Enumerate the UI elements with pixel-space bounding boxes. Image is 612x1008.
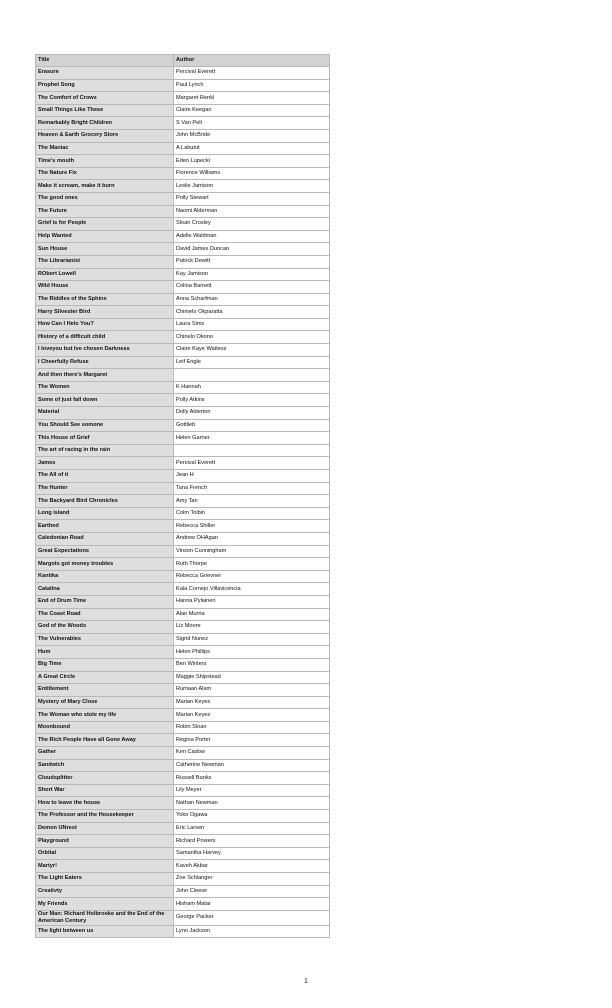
title-cell: The Future [36,205,174,218]
table-row [36,507,330,520]
table-row [36,595,330,608]
author-cell: Eden Lupecki [174,155,330,168]
author-cell: Hisham Matar [174,898,330,911]
author-cell: Leslie Jamison [174,180,330,193]
author-cell: George Packer [174,910,330,925]
title-cell: Entitlement [36,684,174,697]
title-cell: The Rich People Have all Gone Away [36,734,174,747]
table-row [36,117,330,130]
table-row [36,394,330,407]
table-row [36,255,330,268]
title-cell: Time's mouth [36,155,174,168]
author-cell: Anna Scharfman [174,293,330,306]
table-row [36,356,330,369]
title-cell: The Hunter [36,482,174,495]
author-cell: Colina Barnett [174,281,330,294]
author-cell: Alan Murria [174,608,330,621]
author-cell: K Hannah [174,381,330,394]
table-row [36,709,330,722]
title-cell: Cloudsplitter [36,772,174,785]
author-cell: Ken Cadow [174,747,330,760]
page-number: 1 [304,978,308,985]
table-row [36,532,330,545]
table-row [36,344,330,357]
author-cell: Claire Kaye Wattess [174,344,330,357]
title-cell: How to leave the house [36,797,174,810]
author-cell [174,369,330,382]
author-cell: Leif Engle [174,356,330,369]
table-row [36,671,330,684]
title-cell: The Coast Road [36,608,174,621]
table-row [36,621,330,634]
title-cell: My Friends [36,898,174,911]
author-cell: Percival Everett [174,67,330,80]
title-cell: Small Things Like These [36,104,174,117]
title-cell: Erasure [36,67,174,80]
author-cell: Hanna Pylainen [174,595,330,608]
table-row [36,797,330,810]
table-row [36,192,330,205]
table-row [36,633,330,646]
author-cell: Zoe Schlanger [174,873,330,886]
title-cell: End of Drum Time [36,595,174,608]
table-row [36,155,330,168]
title-cell: I loveyou but Ive chosen Darkness [36,344,174,357]
author-cell: Laura Sims [174,318,330,331]
author-cell: Naomi Alderman [174,205,330,218]
table-row [36,583,330,596]
title-cell: Martyr! [36,860,174,873]
table-row [36,847,330,860]
author-cell: Claire Keegan [174,104,330,117]
author-cell: Polly Stewart [174,192,330,205]
title-cell: The All of it [36,470,174,483]
author-cell [174,444,330,457]
author-cell: Yoko Ogawa [174,810,330,823]
title-cell: Make it scream, make it burn [36,180,174,193]
table-row [36,180,330,193]
title-cell: The Librarianist [36,255,174,268]
author-cell: Florence Williams [174,167,330,180]
author-cell: Kaveh Akbar [174,860,330,873]
title-cell: Prophet Song [36,79,174,92]
title-cell: Big Time [36,658,174,671]
table-row [36,570,330,583]
title-cell: You Should See somone [36,419,174,432]
title-cell: The Light Eaters [36,873,174,886]
title-cell: The light between us [36,925,174,938]
author-cell: Patrick Dewitt [174,255,330,268]
author-cell: Sloan Crosley [174,218,330,231]
title-cell: The good ones [36,192,174,205]
title-cell: Wild House [36,281,174,294]
table-row [36,898,330,911]
author-cell: Gottlieb [174,419,330,432]
title-cell: History of a difficult child [36,331,174,344]
title-cell: Sandwich [36,759,174,772]
author-cell: Ben Winters [174,658,330,671]
table-row [36,79,330,92]
author-cell: Percival Everett [174,457,330,470]
title-cell: The Nature Fix [36,167,174,180]
table-row [36,293,330,306]
table-row [36,545,330,558]
table-row [36,925,330,938]
table-row [36,369,330,382]
author-cell: Rumaan Alam [174,684,330,697]
author-cell: John McBride [174,129,330,142]
table-row [36,784,330,797]
title-cell: The art of racing in the rain [36,444,174,457]
table-row [36,658,330,671]
table-row [36,230,330,243]
table-row [36,822,330,835]
author-cell: Catherine Newman [174,759,330,772]
title-cell: Moonbound [36,721,174,734]
author-cell: Liz Moore [174,621,330,634]
author-cell: Helen Phillips [174,646,330,659]
author-cell: Tana French [174,482,330,495]
title-cell: Some of just fall down [36,394,174,407]
table-row [36,205,330,218]
title-cell: Heaven & Earth Grocery Store [36,129,174,142]
author-cell: Lily Meyer [174,784,330,797]
table-row [36,558,330,571]
table-row [36,810,330,823]
title-cell: Material [36,407,174,420]
table-row [36,734,330,747]
author-cell: Adelle Waldman [174,230,330,243]
author-cell: Polly Atkins [174,394,330,407]
table-row [36,646,330,659]
table-row [36,608,330,621]
table-row [36,470,330,483]
table-row [36,835,330,848]
title-cell: Earthed [36,520,174,533]
author-cell: Marian Keyes [174,709,330,722]
title-cell: How Can I Helo You? [36,318,174,331]
title-cell: I Cheerfully Refuse [36,356,174,369]
title-cell: The Riddles of the Sphinx [36,293,174,306]
title-cell: The Professor and the Housekeeper [36,810,174,823]
table-row [36,444,330,457]
title-cell: A Great Circle [36,671,174,684]
table-row [36,772,330,785]
title-cell: Margots got money troubles [36,558,174,571]
author-cell: Marian Keyes [174,696,330,709]
author-cell: Vinson Cunningham [174,545,330,558]
table-row [36,520,330,533]
author-cell: Eric Larsen [174,822,330,835]
author-cell: Paul Lynch [174,79,330,92]
author-cell: Richard Powers [174,835,330,848]
author-cell: Sigrid Nunez [174,633,330,646]
table-row [36,910,330,925]
table-row [36,419,330,432]
title-cell: The Comfort of Crows [36,92,174,105]
author-cell: Jean H [174,470,330,483]
table-row [36,218,330,231]
author-cell: Lynn Jackson [174,925,330,938]
title-cell: The Vulnerables [36,633,174,646]
author-cell: Amy Tan [174,495,330,508]
title-cell: Help Wanted [36,230,174,243]
author-cell: John Cleese [174,885,330,898]
title-cell: Grief is for People [36,218,174,231]
title-cell: Kantika [36,570,174,583]
table-row [36,759,330,772]
title-cell: The Woman who stole my life [36,709,174,722]
author-cell: S Van Pelt [174,117,330,130]
table-row [36,167,330,180]
author-cell: Nathan Newman [174,797,330,810]
title-cell: Orbital [36,847,174,860]
author-cell: David James Duncan [174,243,330,256]
author-cell: Rebecca Shiller [174,520,330,533]
author-cell: Andrew OHAgan [174,532,330,545]
table-row [36,243,330,256]
table-row [36,684,330,697]
table-row [36,104,330,117]
title-cell: God of the Woods [36,621,174,634]
author-cell: Russell Banks [174,772,330,785]
author-cell: Chimelo Okparatta [174,306,330,319]
table-row [36,92,330,105]
title-cell: The Women [36,381,174,394]
table-row [36,142,330,155]
table-row [36,318,330,331]
table-row [36,696,330,709]
title-cell: Long island [36,507,174,520]
title-cell: Demon UNrest [36,822,174,835]
table-row [36,268,330,281]
table-row [36,306,330,319]
author-cell: Maggie Shipstead [174,671,330,684]
author-cell: Ruth Thorpe [174,558,330,571]
table-row [36,457,330,470]
table-row [36,331,330,344]
table-row [36,432,330,445]
title-cell: Caledonian Road [36,532,174,545]
table-row [36,129,330,142]
author-cell: Kala Cornejo Villavicencia [174,583,330,596]
table-row [36,747,330,760]
title-cell: And then there's Margaret [36,369,174,382]
table-row [36,407,330,420]
book-list-table [35,54,330,938]
title-cell: Catalina [36,583,174,596]
header-row [36,55,330,67]
column-header-title: Title [36,55,174,67]
author-cell: A Labutut [174,142,330,155]
title-cell: Remarkably Bright Children [36,117,174,130]
author-cell: Helen Garner [174,432,330,445]
author-cell: Robin Sloan [174,721,330,734]
author-cell: Chinelo Okono [174,331,330,344]
table-row [36,495,330,508]
table-row [36,873,330,886]
author-cell: Samantha Harvey [174,847,330,860]
title-cell: Harry Silvester Bird [36,306,174,319]
title-cell: The Maniac [36,142,174,155]
title-cell: Playground [36,835,174,848]
title-cell: Creativty [36,885,174,898]
table-body [36,67,330,938]
title-cell: Mystery of Mary Close [36,696,174,709]
title-cell: This House of Grief [36,432,174,445]
author-cell: Margaret Renkl [174,92,330,105]
title-cell: Hum [36,646,174,659]
title-cell: RObert Lowell [36,268,174,281]
title-cell: Short War [36,784,174,797]
table-row [36,482,330,495]
author-cell: Regina Porter [174,734,330,747]
title-cell: The Backyard Bird Chronicles [36,495,174,508]
author-cell: Colm Toibin [174,507,330,520]
table-row [36,381,330,394]
table-row [36,860,330,873]
table-row [36,885,330,898]
title-cell: Gather [36,747,174,760]
table-row [36,281,330,294]
title-cell: Great Expectations [36,545,174,558]
title-cell: James [36,457,174,470]
table-row [36,721,330,734]
column-header-author: Author [174,55,330,67]
title-cell: Our Man: Richard Holbrooke and the End of the American Century [36,910,174,925]
author-cell: Dolly Alderton [174,407,330,420]
author-cell: Rebecca Grievner [174,570,330,583]
title-cell: Sun House [36,243,174,256]
author-cell: Kay Jamison [174,268,330,281]
table-row [36,67,330,80]
